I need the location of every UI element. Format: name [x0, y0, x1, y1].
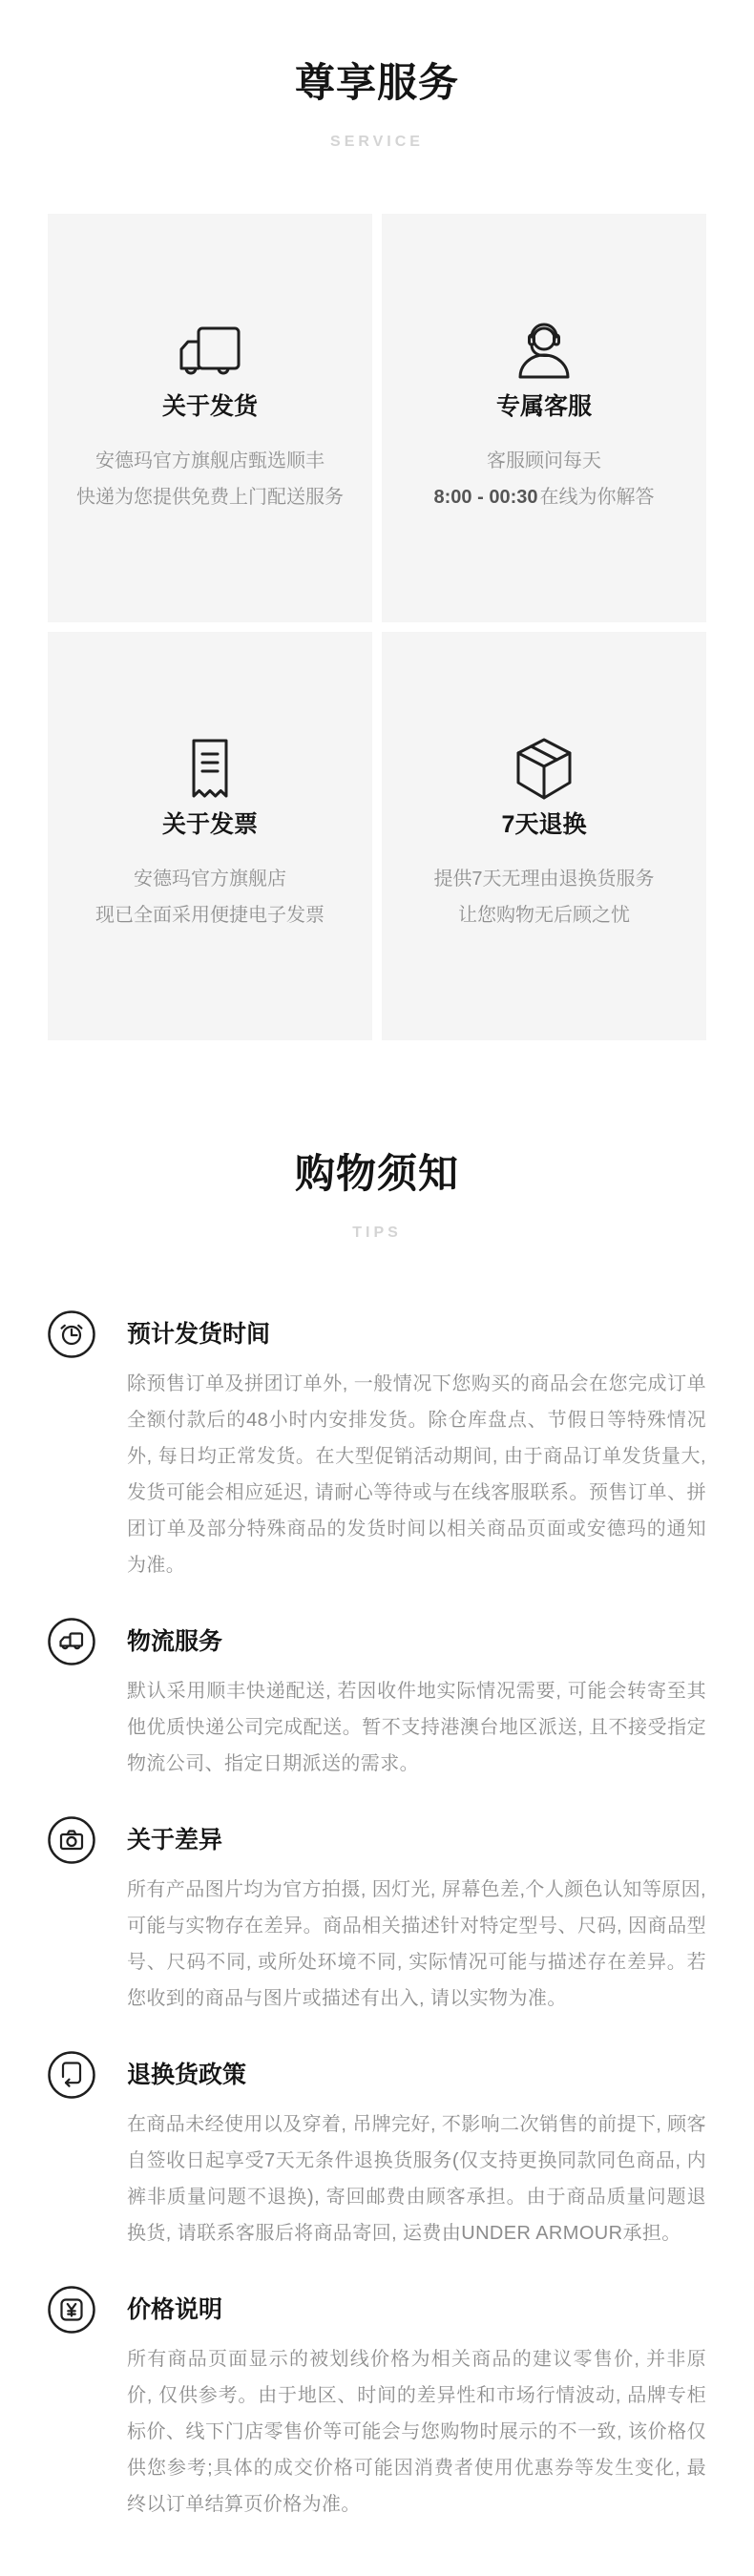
invoice-icon	[48, 739, 372, 800]
service-card-invoice	[48, 632, 372, 1040]
service-section	[0, 27, 754, 1040]
service-card-text: 现已全面采用便捷电子发票	[95, 905, 325, 927]
service-subtitle: SERVICE	[330, 134, 424, 151]
price-tag-icon	[48, 2286, 95, 2334]
tip-item-shipping-time	[48, 1310, 706, 1583]
alarm-clock-icon	[48, 1310, 95, 1358]
tip-title: 预计发货时间	[127, 1321, 271, 1349]
service-card-returns	[382, 632, 706, 1040]
tip-item-return-policy	[48, 2051, 706, 2251]
service-card-text: 安德玛官方旗舰店甄选顺丰	[95, 450, 325, 472]
tips-section	[0, 1150, 754, 2523]
return-exchange-icon	[48, 2051, 95, 2099]
service-card-title: 7天退换	[501, 811, 587, 839]
tips-list	[48, 1310, 706, 2523]
service-card-text: 安德玛官方旗舰店	[134, 869, 286, 890]
service-card-text: 8:00 - 00:30 在线为你解答	[433, 487, 655, 509]
tip-body: 默认采用顺丰快递配送, 若因收件地实际情况需要, 可能会转寄至其他优质快递公司完成配送。暂不支持港澳台地区派送, 且不接受指定物流公司、指定日期派送的需求。	[127, 1681, 706, 1775]
delivery-truck-icon	[48, 1618, 95, 1665]
tip-item-pricing	[48, 2286, 706, 2523]
camera-icon	[48, 1816, 95, 1864]
tip-title: 关于差异	[127, 1827, 223, 1854]
service-card-title: 关于发货	[161, 393, 258, 421]
service-card-title: 关于发票	[161, 811, 258, 839]
service-card-title: 专属客服	[495, 393, 592, 421]
tips-subtitle: TIPS	[352, 1225, 402, 1242]
tip-body: 除预售订单及拼团订单外, 一般情况下您购买的商品会在您完成订单全额付款后的48小时内安排发货。除仓库盘点、节假日等特殊情况外, 每日均正常发货。在大型促销活动期间, 由于商品订单发货量大, 发货可能会相应延迟, 请耐心等待或与在线客服联系。预售订单、拼团订单及部分特殊商品的发货时间以相关商品页面或安德玛的通知为准。	[127, 1373, 706, 1577]
service-card-customer-service	[382, 214, 706, 622]
tip-item-logistics	[48, 1618, 706, 1782]
service-card-text: 客服顾问每天	[487, 450, 601, 472]
service-card-shipping	[48, 214, 372, 622]
package-icon	[382, 739, 706, 800]
service-card-text: 让您购物无后顾之忧	[458, 905, 630, 927]
service-hours: 8:00 - 00:30	[433, 487, 538, 509]
service-card-text: 提供7天无理由退换货服务	[433, 869, 655, 890]
truck-icon	[48, 321, 372, 382]
tip-title: 物流服务	[127, 1628, 223, 1656]
service-cards-grid	[48, 214, 706, 1040]
tip-item-differences	[48, 1816, 706, 2017]
service-title: 尊享服务	[294, 60, 459, 106]
tip-body: 在商品未经使用以及穿着, 吊牌完好, 不影响二次销售的前提下, 顾客自签收日起享受7天无条件退换货服务(仅支持更换同款同色商品, 内裤非质量问题不退换), 寄回邮费由顾客承担。由于商品质量问题退换货, 请联系客服后将商品寄回, 运费由UNDER ARMOUR承担。	[127, 2114, 706, 2245]
tip-title: 退换货政策	[127, 2062, 247, 2089]
tips-title: 购物须知	[294, 1151, 459, 1197]
tip-body: 所有商品页面显示的被划线价格为相关商品的建议零售价, 并非原价, 仅供参考。由于地区、时间的差异性和市场行情波动, 品牌专柜标价、线下门店零售价等可能会与您购物时展示的不一致, 该价格仅供您参考;具体的成交价格可能因消费者使用优惠券等发生变化, 最终以订单结算页价格为准。	[127, 2349, 706, 2516]
tip-title: 价格说明	[127, 2296, 223, 2324]
service-card-text: 快递为您提供免费上门配送服务	[76, 487, 344, 509]
customer-service-icon	[382, 321, 706, 382]
tip-body: 所有产品图片均为官方拍摄, 因灯光, 屏幕色差,个人颜色认知等原因, 可能与实物存在差异。商品相关描述针对特定型号、尺码, 因商品型号、尺码不同, 或所处环境不同, 实际情况可能与描述存在差异。若您收到的商品与图片或描述有出入, 请以实物为准。	[127, 1879, 706, 2010]
